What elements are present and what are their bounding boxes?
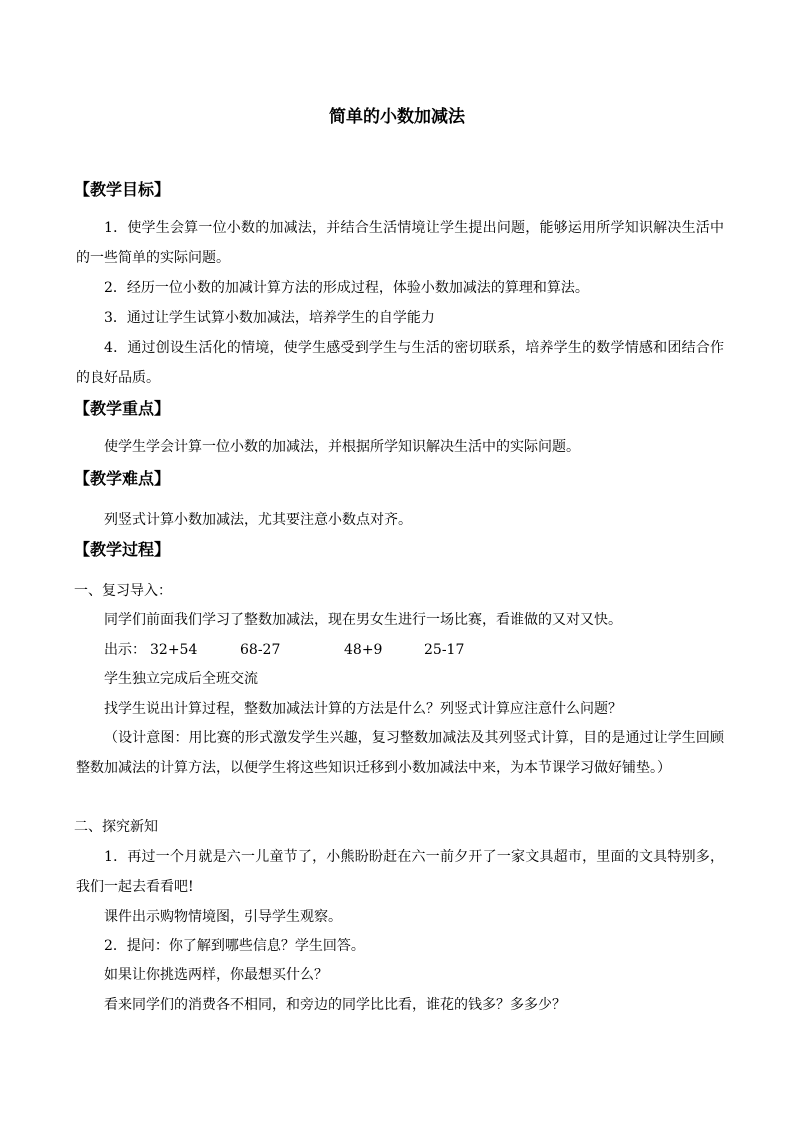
- part2-heading: 二、探究新知: [74, 819, 158, 835]
- part1-heading: 一、复习导入：: [74, 583, 172, 599]
- part1-question: 找学生说出计算过程，整数加减法计算的方法是什么？列竖式计算应注意什么问题？: [104, 701, 622, 717]
- objective-item-4: 4．通过创设生活化的情境，使学生感受到学生与生活的密切联系，培养学生的数学情感和团结合作的良好品质。: [76, 340, 724, 386]
- part1-intro: 同学们前面我们学习了整数加减法，现在男女生进行一场比赛，看谁做的又对又快。: [104, 612, 622, 628]
- part2-p1: 1．再过一个月就是六一儿童节了，小熊盼盼赶在六一前夕开了一家文具超市，里面的文具特别多，我们一起去看看吧!: [76, 849, 724, 895]
- heading-process: 【教学过程】: [74, 540, 171, 559]
- expression-4: 25-17: [424, 642, 465, 658]
- expression-1: 32+54: [150, 642, 198, 658]
- heading-keypoint: 【教学重点】: [74, 399, 171, 418]
- part2-p3: 2．提问：你了解到哪些信息？学生回答。: [104, 938, 365, 954]
- objective-item-1: 1．使学生会算一位小数的加减法，并结合生活情境让学生提出问题，能够运用所学知识解决生活中的一些简单的实际问题。: [76, 220, 724, 266]
- heading-objectives: 【教学目标】: [74, 180, 171, 199]
- expression-2: 68-27: [240, 642, 281, 658]
- objective-item-3: 3．通过让学生试算小数加减法，培养学生的自学能力: [104, 310, 435, 326]
- part2-p4: 如果让你挑选两样，你最想买什么？: [104, 967, 328, 983]
- part2-p2: 课件出示购物情境图，引导学生观察。: [104, 909, 342, 925]
- part1-exchange: 学生独立完成后全班交流: [104, 671, 258, 687]
- part1-design-note: （设计意图：用比赛的形式激发学生兴趣，复习整数加减法及其列竖式计算，目的是通过让学生回顾整数加减法的计算方法，以便学生将这些知识迁移到小数加减法中来，为本节课学习做好铺垫。）: [76, 730, 724, 776]
- part2-p5: 看来同学们的消费各不相同，和旁边的同学比比看，谁花的钱多？多多少？: [104, 997, 566, 1013]
- show-label: 出示：: [104, 642, 146, 658]
- expression-3: 48+9: [344, 642, 383, 658]
- heading-difficulty: 【教学难点】: [74, 469, 171, 488]
- difficulty-text: 列竖式计算小数加减法，尤其要注意小数点对齐。: [104, 512, 412, 528]
- objective-item-2: 2．经历一位小数的加减计算方法的形成过程，体验小数加减法的算理和算法。: [104, 280, 589, 296]
- keypoint-text: 使学生学会计算一位小数的加减法，并根据所学知识解决生活中的实际问题。: [104, 439, 580, 455]
- document-title: 简单的小数加减法: [329, 107, 465, 127]
